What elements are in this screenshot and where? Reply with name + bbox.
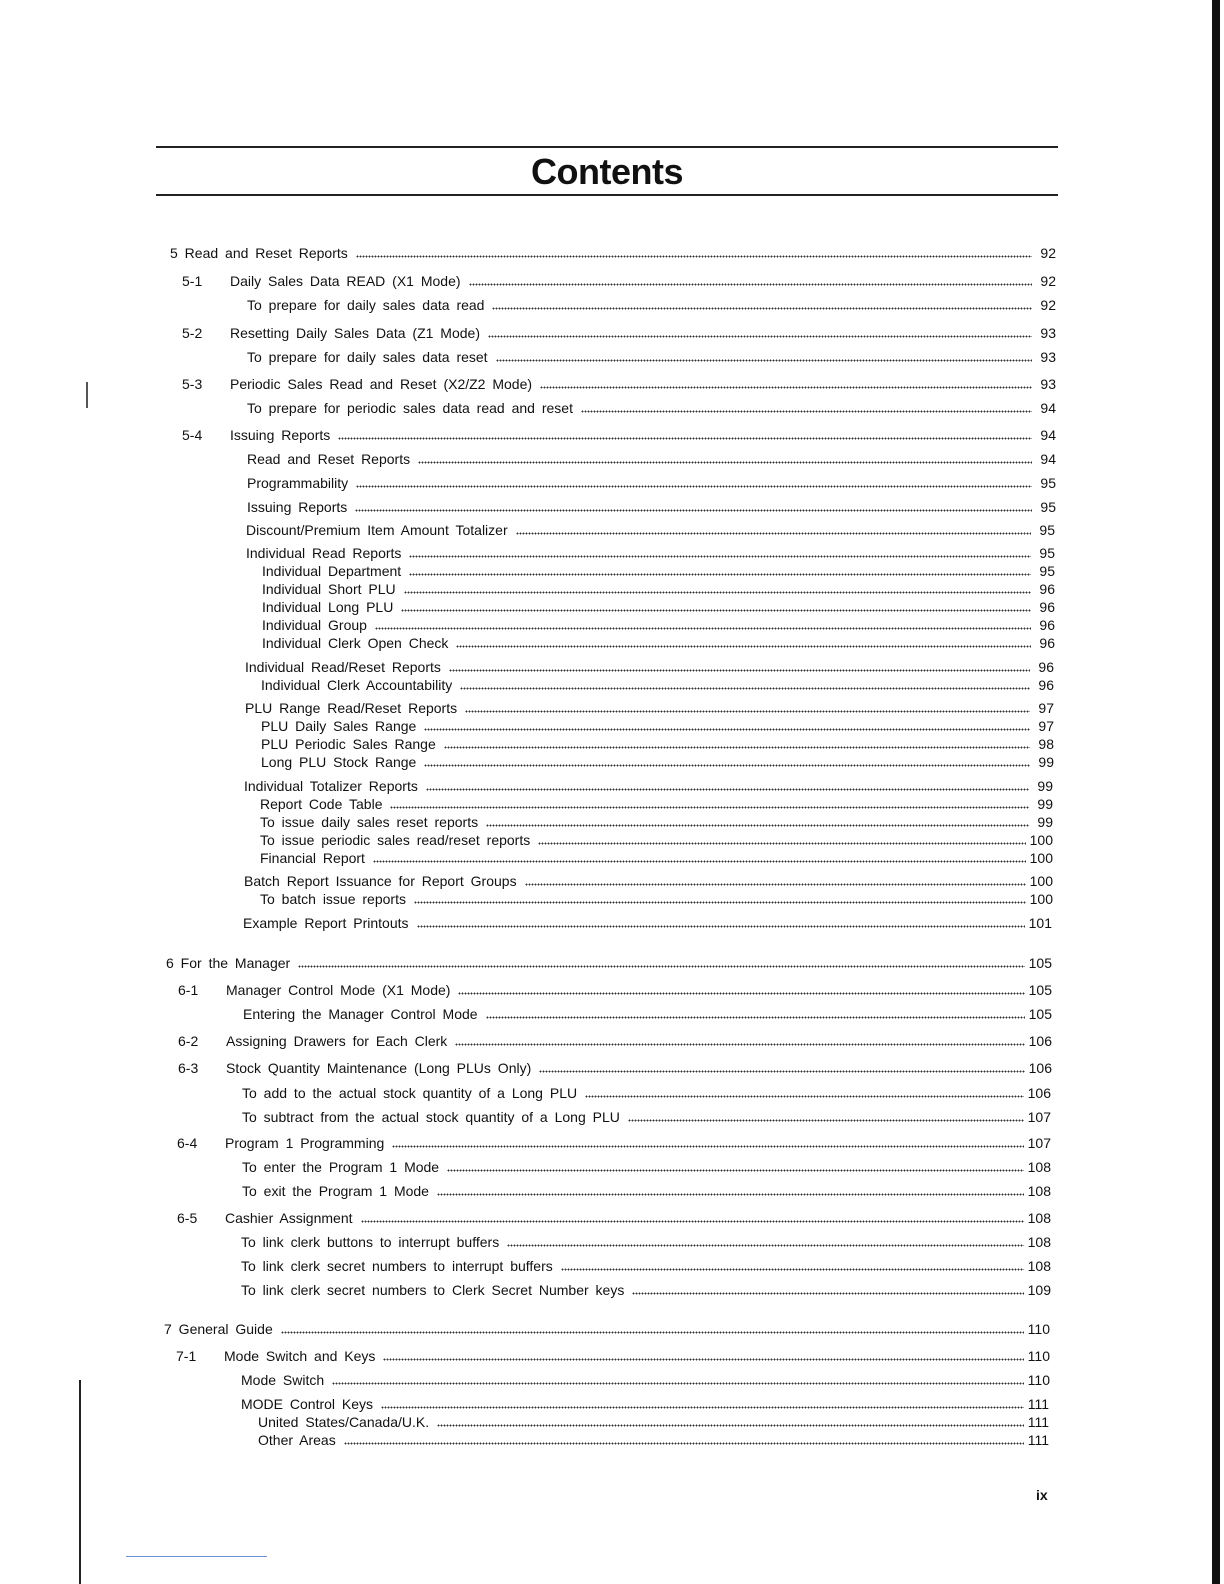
dot-leader (424, 764, 1030, 767)
toc-entry-label: Individual Clerk Accountability (261, 677, 453, 693)
toc-entry-label: Cashier Assignment (225, 1210, 353, 1226)
dot-leader (465, 710, 1030, 713)
toc-entry-page: 106 (1028, 1033, 1052, 1049)
toc-entry-page: 96 (1038, 677, 1054, 693)
toc-entry-label: To issue daily sales reset reports (260, 814, 479, 830)
toc-entry[interactable] (164, 1320, 1050, 1338)
toc-entry[interactable] (261, 676, 1054, 694)
toc-entry-page: 106 (1027, 1085, 1051, 1101)
toc-entry[interactable] (246, 544, 1055, 562)
toc-entry[interactable] (262, 616, 1055, 634)
toc-entry-label: To link clerk buttons to interrupt buffers (241, 1234, 500, 1250)
toc-entry-page: 94 (1040, 400, 1056, 416)
toc-entry[interactable] (242, 1158, 1051, 1176)
toc-entry-label: Stock Quantity Maintenance (Long PLUs Only) (226, 1060, 532, 1076)
toc-entry-page: 95 (1039, 545, 1055, 561)
toc-entry-label: Manager Control Mode (X1 Mode) (226, 982, 451, 998)
toc-entry-label: Discount/Premium Item Amount Totalizer (246, 522, 508, 538)
toc-entry[interactable] (244, 777, 1053, 795)
toc-entry-label: Program 1 Programming (225, 1135, 385, 1151)
dot-leader (390, 806, 1029, 809)
dot-leader (516, 532, 1031, 535)
dot-leader (540, 386, 1032, 389)
toc-entry-page: 110 (1027, 1372, 1050, 1388)
dot-leader (373, 860, 1026, 863)
toc-entry[interactable] (247, 399, 1056, 417)
toc-entry-page: 93 (1040, 376, 1056, 392)
toc-entry-label: Issuing Reports (230, 427, 331, 443)
dot-leader (383, 1358, 1023, 1361)
toc-entry[interactable] (242, 1108, 1051, 1126)
toc-entry-page: 101 (1028, 915, 1052, 931)
dot-leader (581, 410, 1032, 413)
dot-leader (628, 1119, 1024, 1122)
toc-entry-page: 95 (1040, 499, 1056, 515)
dot-leader (418, 461, 1032, 464)
dot-leader (392, 1145, 1023, 1148)
toc-entry[interactable] (225, 1209, 1051, 1227)
toc-entry[interactable] (261, 753, 1054, 771)
toc-entry-page: 108 (1027, 1210, 1051, 1226)
toc-entry-label: Mode Switch (241, 1372, 325, 1388)
toc-entry-label: To link clerk secret numbers to interrupt buffers (241, 1258, 553, 1274)
toc-section-number: 6-2 (178, 1033, 199, 1049)
dot-leader (469, 283, 1032, 286)
dot-leader (456, 645, 1031, 648)
dot-leader (404, 591, 1031, 594)
toc-entry-label: To prepare for daily sales data reset (247, 349, 488, 365)
toc-entry-label: Entering the Manager Control Mode (243, 1006, 478, 1022)
toc-section-number: 6-4 (177, 1135, 198, 1151)
toc-entry-label: Individual Clerk Open Check (262, 635, 449, 651)
toc-entry-page: 92 (1040, 245, 1056, 261)
toc-entry[interactable] (260, 813, 1053, 831)
toc-entry-page: 99 (1037, 814, 1053, 830)
toc-entry-label: To link clerk secret numbers to Clerk Secret Number keys (241, 1282, 625, 1298)
toc-entry-label: MODE Control Keys (241, 1396, 374, 1412)
dot-leader (338, 437, 1032, 440)
toc-entry-label: Read and Reset Reports (247, 451, 411, 467)
toc-entry-label: Programmability (247, 475, 349, 491)
dot-leader (444, 746, 1030, 749)
dot-leader (492, 307, 1032, 310)
toc-entry-label: To prepare for daily sales data read (247, 297, 485, 313)
toc-section-number: 5-3 (182, 376, 203, 392)
toc-entry-label: To issue periodic sales read/reset reports (260, 832, 531, 848)
toc-entry[interactable] (224, 1347, 1050, 1365)
dot-leader (344, 1442, 1024, 1445)
toc-entry[interactable] (260, 890, 1053, 908)
toc-entry-label: Individual Read Reports (246, 545, 402, 561)
toc-entry-label: To prepare for periodic sales data read and reset (247, 400, 573, 416)
dot-leader (486, 824, 1029, 827)
toc-entry-label: Resetting Daily Sales Data (Z1 Mode) (230, 325, 480, 341)
dot-leader (585, 1095, 1024, 1098)
toc-entry-page: 93 (1040, 349, 1056, 365)
dot-leader (409, 573, 1031, 576)
toc-entry[interactable] (245, 699, 1054, 717)
dot-leader (332, 1382, 1024, 1385)
page-number: ix (1036, 1487, 1048, 1503)
toc-entry-label: Individual Group (262, 617, 367, 633)
dot-leader (281, 1331, 1024, 1334)
toc-entry-label: Mode Switch and Keys (224, 1348, 376, 1364)
toc-entry-page: 107 (1027, 1109, 1051, 1125)
toc-entry-label: Individual Long PLU (262, 599, 394, 615)
toc-entry-page: 105 (1028, 982, 1052, 998)
dot-leader (561, 1268, 1024, 1271)
toc-entry[interactable] (241, 1257, 1051, 1275)
dot-leader (488, 335, 1032, 338)
toc-entry-page: 111 (1027, 1414, 1049, 1430)
toc-entry-page: 106 (1028, 1060, 1052, 1076)
toc-entry-label: Individual Read/Reset Reports (245, 659, 441, 675)
toc-entry-label: PLU Range Read/Reset Reports (245, 700, 458, 716)
toc-entry[interactable] (247, 474, 1056, 492)
dot-leader (361, 1220, 1024, 1223)
toc-entry-page: 99 (1037, 778, 1053, 794)
toc-entry-label: PLU Periodic Sales Range (261, 736, 436, 752)
toc-entry[interactable] (247, 450, 1056, 468)
toc-entry[interactable] (225, 1134, 1051, 1152)
toc-entry-page: 99 (1037, 796, 1053, 812)
toc-section-number: 7-1 (176, 1348, 197, 1364)
toc-entry-label: To add to the actual stock quantity of a Long PLU (242, 1085, 578, 1101)
toc-entry[interactable] (166, 954, 1052, 972)
dot-leader (447, 1169, 1024, 1172)
toc-entry-page: 97 (1038, 718, 1054, 734)
toc-entry[interactable] (258, 1413, 1049, 1431)
toc-entry-label: Issuing Reports (247, 499, 348, 515)
toc-entry-label: 6 For the Manager (166, 955, 291, 971)
toc-entry-label: To batch issue reports (260, 891, 406, 907)
toc-entry[interactable] (242, 1182, 1051, 1200)
toc-entry[interactable] (170, 244, 1056, 262)
dot-leader (401, 609, 1031, 612)
dot-leader (414, 901, 1026, 904)
dot-leader (356, 485, 1032, 488)
toc-entry-page: 96 (1039, 635, 1055, 651)
toc-entry[interactable] (241, 1281, 1051, 1299)
toc-entry-label: United States/Canada/U.K. (258, 1414, 430, 1430)
dot-leader (538, 842, 1025, 845)
toc-entry-page: 100 (1029, 873, 1053, 889)
toc-entry-page: 97 (1038, 700, 1054, 716)
dot-leader (375, 627, 1031, 630)
dot-leader (437, 1193, 1024, 1196)
toc-entry[interactable] (242, 1084, 1051, 1102)
toc-entry-label: Daily Sales Data READ (X1 Mode) (230, 273, 461, 289)
dot-leader (426, 788, 1029, 791)
page-title: Contents (531, 151, 683, 192)
dot-leader (486, 1016, 1025, 1019)
dot-leader (455, 1043, 1024, 1046)
toc-entry[interactable] (260, 849, 1053, 867)
toc-entry-page: 100 (1029, 891, 1053, 907)
toc-entry[interactable] (243, 914, 1052, 932)
toc-entry[interactable] (247, 296, 1056, 314)
toc-entry-label: Other Areas (258, 1432, 336, 1448)
toc-entry[interactable] (230, 272, 1056, 290)
toc-entry-label: Assigning Drawers for Each Clerk (226, 1033, 448, 1049)
toc-entry[interactable] (261, 735, 1054, 753)
dot-leader (381, 1406, 1024, 1409)
toc-entry-label: Long PLU Stock Range (261, 754, 417, 770)
toc-entry[interactable] (226, 1059, 1052, 1077)
toc-entry-page: 99 (1038, 754, 1054, 770)
toc-entry[interactable] (262, 562, 1055, 580)
toc-entry-page: 96 (1038, 659, 1054, 675)
toc-entry-label: Example Report Printouts (243, 915, 409, 931)
toc-entry[interactable] (230, 426, 1056, 444)
toc-entry-page: 110 (1027, 1348, 1050, 1364)
toc-entry[interactable] (226, 1032, 1052, 1050)
toc-entry-label: Financial Report (260, 850, 365, 866)
dot-leader (437, 1424, 1024, 1427)
toc-entry[interactable] (246, 521, 1055, 539)
toc-entry-label: Periodic Sales Read and Reset (X2/Z2 Mode) (230, 376, 533, 392)
toc-entry[interactable] (230, 375, 1056, 393)
dot-leader (449, 669, 1030, 672)
dot-leader (417, 925, 1025, 928)
toc-section-number: 5-1 (182, 273, 203, 289)
toc-entry-page: 98 (1038, 736, 1054, 752)
dot-leader (409, 555, 1031, 558)
dot-leader (424, 728, 1030, 731)
toc-section-number: 5-2 (182, 325, 203, 341)
toc-section-number: 6-5 (177, 1210, 198, 1226)
toc-entry-page: 96 (1039, 581, 1055, 597)
toc-entry-page: 94 (1040, 427, 1056, 443)
toc-entry[interactable] (241, 1371, 1050, 1389)
toc-section-number: 6-3 (178, 1060, 199, 1076)
toc-section-number: 5-4 (182, 427, 203, 443)
toc-entry-label: Individual Short PLU (262, 581, 396, 597)
dot-leader (460, 687, 1030, 690)
dot-leader (458, 992, 1024, 995)
toc-entry[interactable] (260, 831, 1053, 849)
toc-entry-page: 110 (1027, 1321, 1050, 1337)
toc-entry-page: 108 (1027, 1183, 1051, 1199)
toc-entry-page: 111 (1027, 1396, 1049, 1412)
toc-entry[interactable] (262, 598, 1055, 616)
toc-entry-label: PLU Daily Sales Range (261, 718, 417, 734)
dot-leader (355, 509, 1032, 512)
dot-leader (356, 255, 1032, 258)
dot-leader (496, 359, 1032, 362)
toc-entry-page: 109 (1027, 1282, 1051, 1298)
toc-entry-page: 94 (1040, 451, 1056, 467)
toc-entry-page: 93 (1040, 325, 1056, 341)
toc-entry-label: 5 Read and Reset Reports (170, 245, 348, 261)
toc-entry-label: 7 General Guide (164, 1321, 273, 1337)
toc-entry-page: 100 (1029, 850, 1053, 866)
toc-entry-label: To subtract from the actual stock quantity of a Long PLU (242, 1109, 620, 1125)
toc-entry-page: 95 (1040, 475, 1056, 491)
toc-entry[interactable] (226, 981, 1052, 999)
toc-entry-page: 107 (1027, 1135, 1051, 1151)
toc-section-number: 6-1 (178, 982, 199, 998)
toc-entry-page: 92 (1040, 297, 1056, 313)
dot-leader (507, 1244, 1023, 1247)
toc-entry[interactable] (243, 1005, 1052, 1023)
dot-leader (298, 965, 1024, 968)
toc-entry[interactable] (258, 1431, 1049, 1449)
toc-entry[interactable] (262, 580, 1055, 598)
toc-entry[interactable] (241, 1395, 1049, 1413)
toc-entry-label: Individual Department (262, 563, 402, 579)
toc-entry-page: 96 (1039, 617, 1055, 633)
toc-entry-page: 108 (1027, 1159, 1051, 1175)
toc-entry-page: 105 (1028, 955, 1052, 971)
toc-entry-page: 95 (1039, 522, 1055, 538)
toc-entry-label: Report Code Table (260, 796, 383, 812)
toc-entry-label: To exit the Program 1 Mode (242, 1183, 429, 1199)
toc-entry-page: 96 (1039, 599, 1055, 615)
toc-entry[interactable] (244, 872, 1053, 890)
toc-entry-page: 95 (1039, 563, 1055, 579)
toc-entry[interactable] (260, 795, 1053, 813)
toc-entry-label: Batch Report Issuance for Report Groups (244, 873, 517, 889)
toc-entry-page: 111 (1027, 1432, 1049, 1448)
toc-entry-page: 108 (1027, 1234, 1051, 1250)
toc-entry-page: 92 (1040, 273, 1056, 289)
toc-entry-label: Individual Totalizer Reports (244, 778, 418, 794)
toc-entry[interactable] (241, 1233, 1051, 1251)
toc-entry[interactable] (245, 658, 1054, 676)
toc-entry[interactable] (247, 498, 1056, 516)
toc-entry[interactable] (230, 324, 1056, 342)
dot-leader (539, 1070, 1024, 1073)
toc-entry-page: 100 (1029, 832, 1053, 848)
dot-leader (525, 883, 1026, 886)
toc-entry-page: 108 (1027, 1258, 1051, 1274)
toc-entry-label: To enter the Program 1 Mode (242, 1159, 440, 1175)
toc-entry-page: 105 (1028, 1006, 1052, 1022)
toc-entry[interactable] (247, 348, 1056, 366)
toc-entry[interactable] (262, 634, 1055, 652)
dot-leader (632, 1292, 1023, 1295)
toc-entry[interactable] (261, 717, 1054, 735)
